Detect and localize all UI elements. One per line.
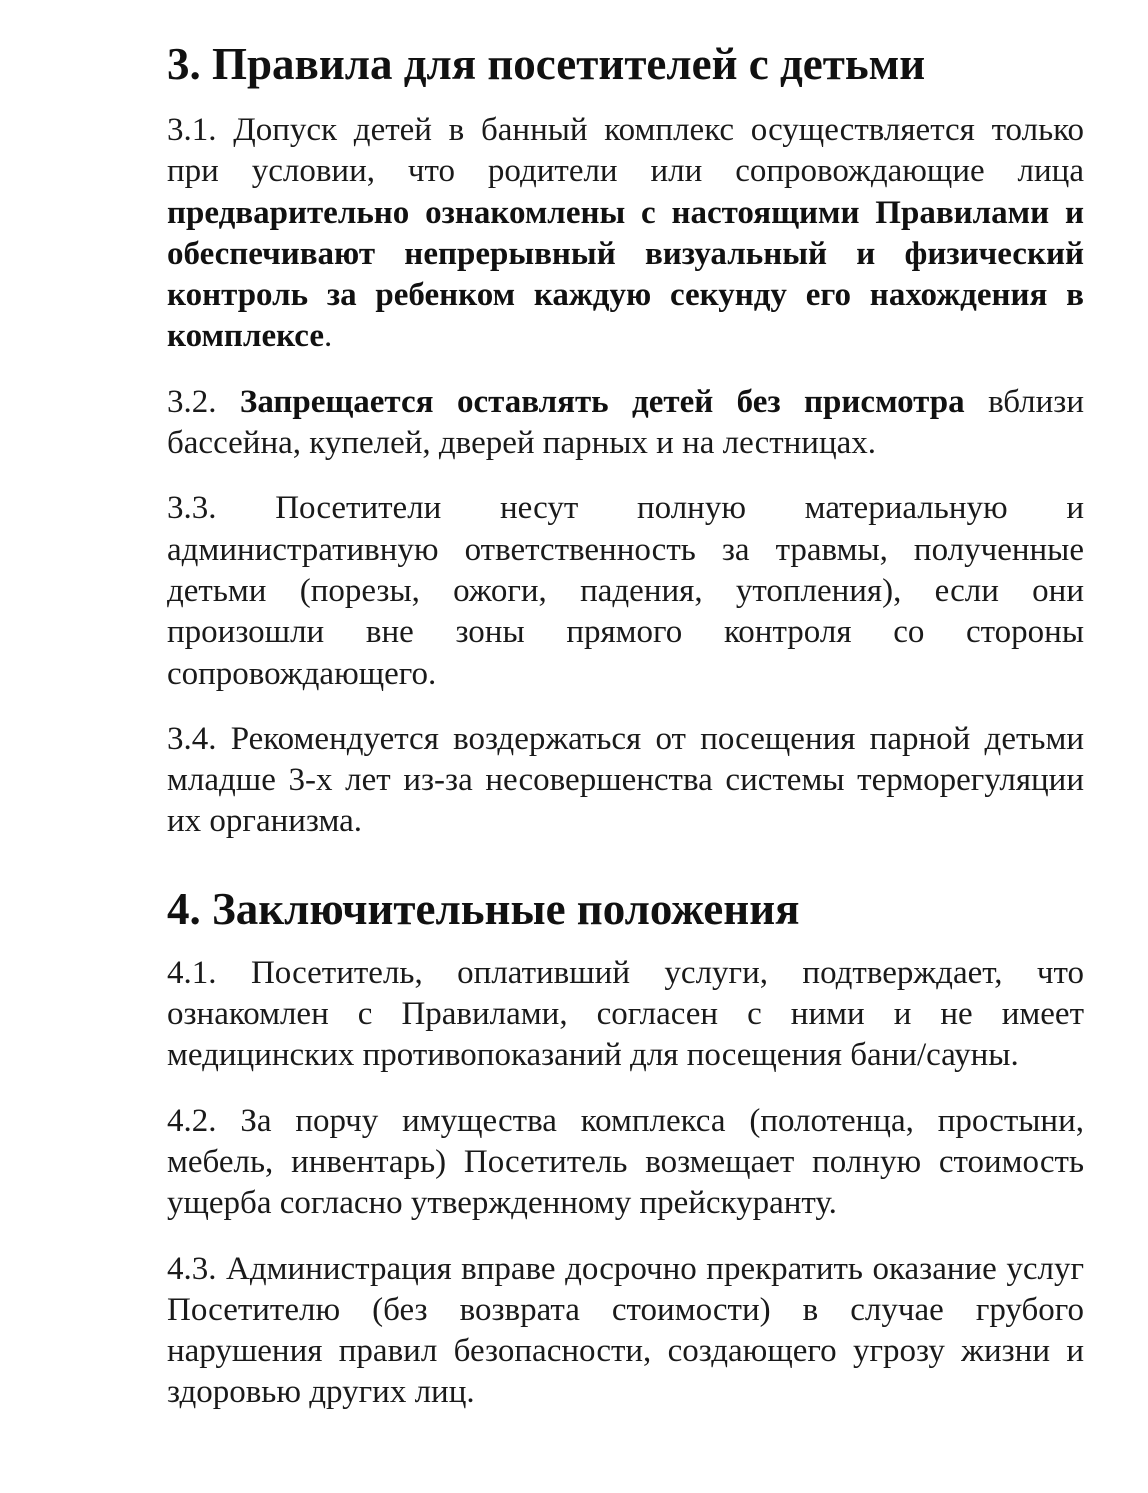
rule-4-3	[167, 1249, 1084, 1414]
rule-3-2-number: 3.2.	[167, 383, 240, 420]
rule-4-1-text: 4.1. Посетитель, оплативший услуги, подтверждает, что ознакомлен с Правилами, согласен с ними и не имеет медицинских противопоказаний для посещения бани/сауны.	[167, 954, 1084, 1074]
rule-3-1-emphasis: предварительно ознакомлены с настоящими Правилами и обеспечивают непрерывный визуальный и физический контроль за ребенком каждую секунду его нахождения в комплексе	[167, 194, 1084, 355]
rule-3-2-emphasis: Запрещается оставлять детей без присмотра	[239, 383, 965, 420]
rule-4-2	[167, 1101, 1084, 1225]
rule-4-2-text: 4.2. За порчу имущества комплекса (полотенца, простыни, мебель, инвентарь) Посетитель возмещает полную стоимость ущерба согласно утвержденному прейскуранту.	[167, 1102, 1084, 1222]
rule-3-3-text: 3.3. Посетители несут полную материальную и административную ответственность за травмы, полученные детьми (порезы, ожоги, падения, утопления), если они произошли вне зоны прямого контроля со стороны сопровождающего.	[167, 490, 1084, 692]
rule-4-3-text: 4.3. Администрация вправе досрочно прекратить оказание услуг Посетителю (без возврата стоимости) в случае грубого нарушения правил безопасности, создающего угрозу жизни и здоровью других лиц.	[167, 1250, 1084, 1411]
rule-3-2	[167, 382, 1084, 465]
rule-3-1-period: .	[324, 318, 333, 355]
rule-3-1-text: 3.1. Допуск детей в банный комплекс осуществляется только при условии, что родители или сопровождающие лица	[167, 112, 1084, 190]
section-3-heading: 3. Правила для посетителей с детьми	[167, 39, 926, 89]
section-4-heading: 4. Заключительные положения	[167, 883, 800, 934]
rule-3-1	[167, 110, 1084, 358]
rule-3-3	[167, 488, 1084, 694]
rule-3-4	[167, 719, 1084, 843]
rule-3-4-text: 3.4. Рекомендуется воздержаться от посещения парной детьми младше 3-х лет из-за несовершенства системы терморегуляции их организма.	[167, 720, 1084, 840]
rule-3-2-text: вблизи бассейна, купелей, дверей парных и на лестницах.	[167, 383, 1085, 462]
rule-4-1	[167, 953, 1084, 1077]
